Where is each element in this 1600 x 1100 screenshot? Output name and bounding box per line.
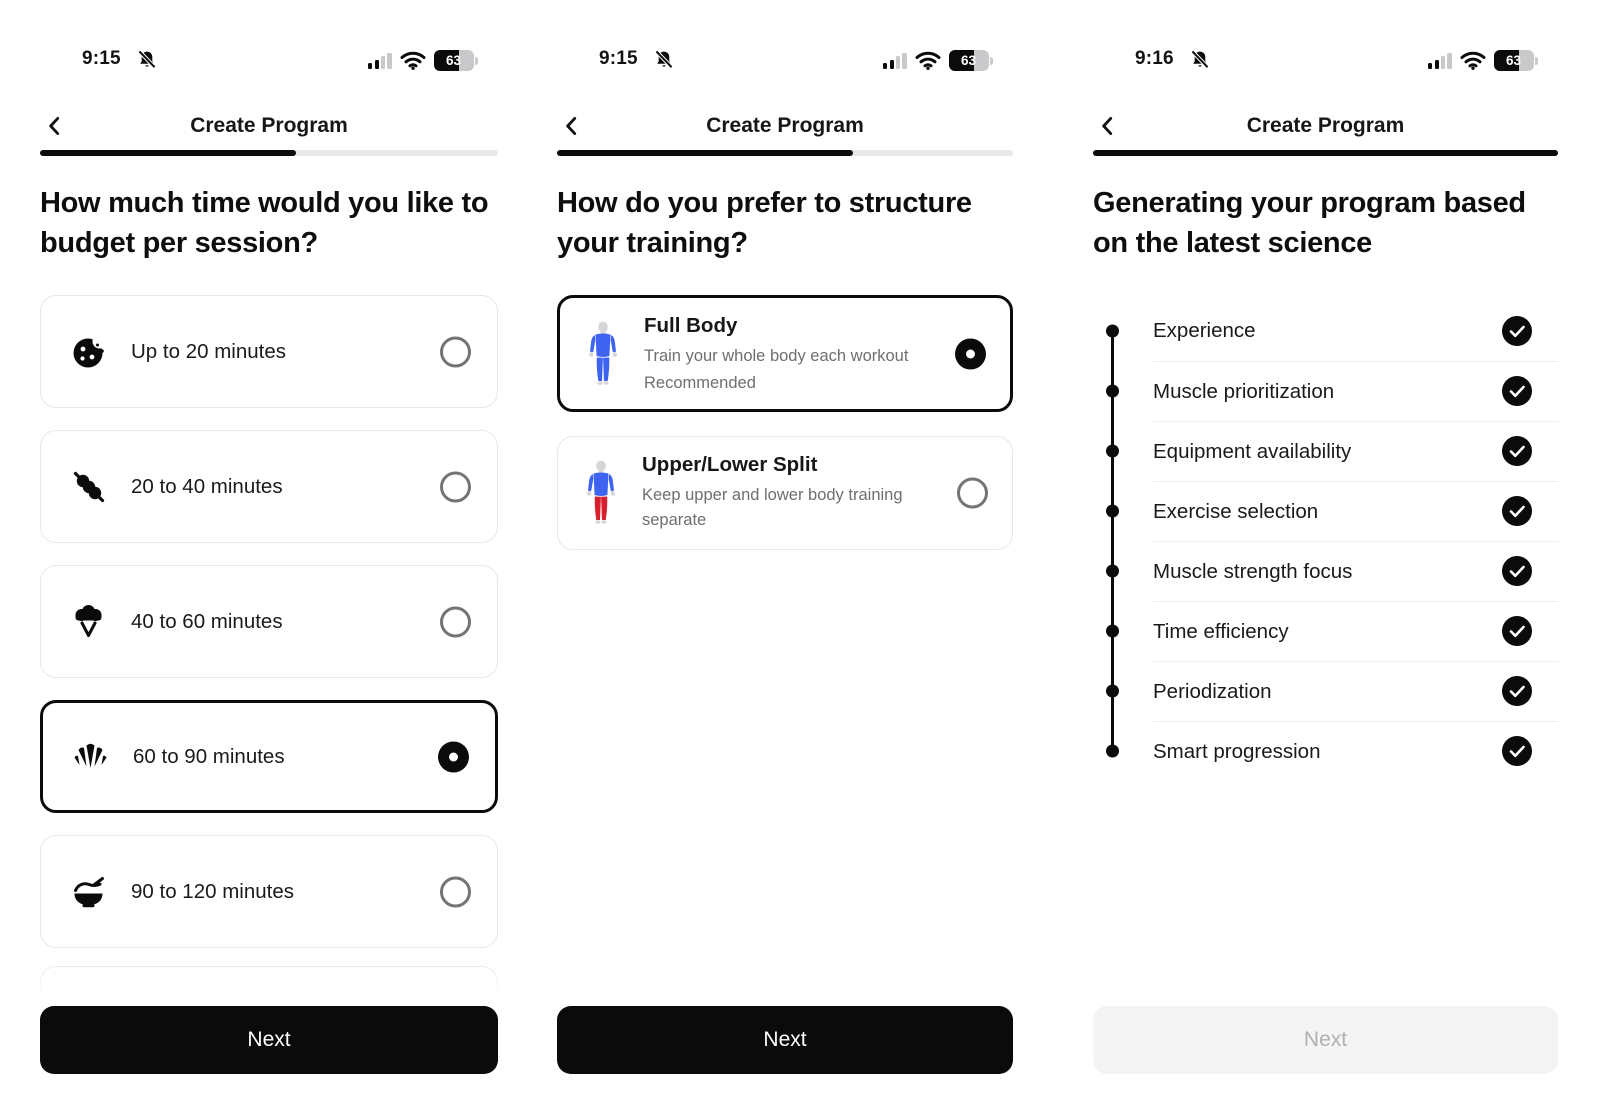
step-label: Time efficiency xyxy=(1153,619,1289,643)
step-inner xyxy=(1153,361,1558,421)
next-button[interactable]: Next xyxy=(40,1006,498,1074)
notifications-muted-icon xyxy=(653,49,675,71)
step-row xyxy=(1093,661,1558,721)
option-label: Up to 20 minutes xyxy=(131,339,286,363)
session-time-options xyxy=(40,295,498,970)
check-icon xyxy=(1502,436,1532,466)
timeline-dot-icon xyxy=(1106,325,1119,338)
status-icons xyxy=(883,50,993,71)
screen-session-time xyxy=(40,0,498,1100)
battery-percent: 63 xyxy=(1505,53,1522,68)
option-card[interactable] xyxy=(40,565,498,678)
option-card[interactable] xyxy=(40,835,498,948)
cookie-icon xyxy=(69,332,109,372)
step-label: Muscle strength focus xyxy=(1153,559,1353,583)
step-inner xyxy=(1153,301,1558,361)
option-text xyxy=(642,453,934,533)
option-description: Keep upper and lower body training separate xyxy=(642,486,903,529)
radio-selected[interactable] xyxy=(955,338,986,369)
nav-header xyxy=(557,106,1013,146)
step-label: Smart progression xyxy=(1153,739,1321,763)
step-inner xyxy=(1153,541,1558,601)
cellular-signal-icon xyxy=(368,53,391,69)
notifications-muted-icon xyxy=(1189,49,1211,71)
nav-header xyxy=(40,106,498,146)
option-description: Train your whole body each workout xyxy=(644,347,909,365)
check-icon xyxy=(1502,316,1532,346)
radio-unselected[interactable] xyxy=(440,876,471,907)
option-card[interactable] xyxy=(557,436,1013,550)
radio-unselected[interactable] xyxy=(957,478,988,509)
radio-unselected[interactable] xyxy=(440,471,471,502)
battery-icon xyxy=(434,50,479,71)
option-note: Recommended xyxy=(644,374,756,392)
scroll-fade xyxy=(35,972,503,1006)
step-row xyxy=(1093,721,1558,781)
status-icons xyxy=(368,50,478,71)
step-inner xyxy=(1153,721,1558,781)
check-icon xyxy=(1502,376,1532,406)
wifi-icon xyxy=(400,51,426,70)
option-label: 90 to 120 minutes xyxy=(131,879,294,903)
question-title: Generating your program based on the latest science xyxy=(1093,187,1526,259)
step-inner xyxy=(1153,481,1558,541)
timeline-dot-icon xyxy=(1106,625,1119,638)
progress-bar xyxy=(40,150,498,156)
progress-bar xyxy=(557,150,1013,156)
croissant-icon xyxy=(71,737,111,777)
progress-bar xyxy=(1093,150,1558,156)
radio-unselected[interactable] xyxy=(440,606,471,637)
option-label: 40 to 60 minutes xyxy=(131,609,283,633)
clock: 9:15 xyxy=(82,48,121,69)
back-button[interactable] xyxy=(42,113,68,139)
question-title: How much time would you like to budget per session? xyxy=(40,187,489,259)
battery-icon xyxy=(1494,50,1539,71)
page-title: Create Program xyxy=(1246,114,1405,137)
check-icon xyxy=(1502,736,1532,766)
wifi-icon xyxy=(915,51,941,70)
timeline-dot-icon xyxy=(1106,505,1119,518)
nav-header xyxy=(1093,106,1558,146)
screen-generating-program xyxy=(1093,0,1558,1100)
timeline-dot-icon xyxy=(1106,385,1119,398)
next-button[interactable]: Next xyxy=(557,1006,1013,1074)
option-title: Upper/Lower Split xyxy=(642,453,818,476)
notifications-muted-icon xyxy=(136,49,158,71)
radio-unselected[interactable] xyxy=(440,336,471,367)
battery-percent: 63 xyxy=(960,53,977,68)
check-icon xyxy=(1502,496,1532,526)
option-card[interactable] xyxy=(40,700,498,813)
status-bar xyxy=(1093,46,1558,76)
timeline-dot-icon xyxy=(1106,565,1119,578)
status-bar xyxy=(40,46,498,76)
option-label: 20 to 40 minutes xyxy=(131,474,283,498)
step-inner xyxy=(1153,601,1558,661)
step-label: Muscle prioritization xyxy=(1153,379,1335,403)
ice-cream-icon xyxy=(69,602,109,642)
cellular-signal-icon xyxy=(883,53,906,69)
bowl-icon xyxy=(69,872,109,912)
timeline-dot-icon xyxy=(1106,685,1119,698)
wifi-icon xyxy=(1460,51,1486,70)
step-row xyxy=(1093,481,1558,541)
option-title: Full Body xyxy=(644,314,738,337)
timeline-dot-icon xyxy=(1106,445,1119,458)
option-card[interactable] xyxy=(557,295,1013,412)
next-button: Next xyxy=(1093,1006,1558,1074)
generation-steps xyxy=(1093,301,1558,781)
clock: 9:15 xyxy=(599,48,638,69)
option-card[interactable] xyxy=(40,295,498,408)
battery-icon xyxy=(949,50,994,71)
screen-training-structure xyxy=(557,0,1013,1100)
status-icons xyxy=(1428,50,1538,71)
status-bar xyxy=(557,46,1013,76)
option-card[interactable] xyxy=(40,430,498,543)
battery-percent: 63 xyxy=(445,53,462,68)
check-icon xyxy=(1502,616,1532,646)
page-title: Create Program xyxy=(706,114,864,137)
question-title: How do you prefer to structure your training? xyxy=(557,187,972,259)
training-structure-options xyxy=(557,295,1013,574)
check-icon xyxy=(1502,676,1532,706)
step-inner xyxy=(1153,421,1558,481)
back-button[interactable] xyxy=(559,113,585,139)
radio-selected[interactable] xyxy=(438,741,469,772)
step-label: Exercise selection xyxy=(1153,499,1319,523)
step-row xyxy=(1093,301,1558,361)
check-icon xyxy=(1502,556,1532,586)
option-text xyxy=(644,314,908,393)
step-row xyxy=(1093,421,1558,481)
clock: 9:16 xyxy=(1135,48,1174,69)
full-body-icon xyxy=(586,321,620,387)
step-label: Equipment availability xyxy=(1153,439,1352,463)
step-row xyxy=(1093,361,1558,421)
step-label: Experience xyxy=(1153,319,1256,342)
back-button[interactable] xyxy=(1095,113,1121,139)
step-label: Periodization xyxy=(1153,679,1272,703)
cellular-signal-icon xyxy=(1428,53,1451,69)
step-row xyxy=(1093,601,1558,661)
page-title: Create Program xyxy=(190,114,348,137)
step-inner xyxy=(1153,661,1558,721)
timeline-dot-icon xyxy=(1106,745,1119,758)
upper-lower-icon xyxy=(584,460,618,526)
option-label: 60 to 90 minutes xyxy=(133,744,285,768)
skewer-icon xyxy=(69,467,109,507)
step-row xyxy=(1093,541,1558,601)
